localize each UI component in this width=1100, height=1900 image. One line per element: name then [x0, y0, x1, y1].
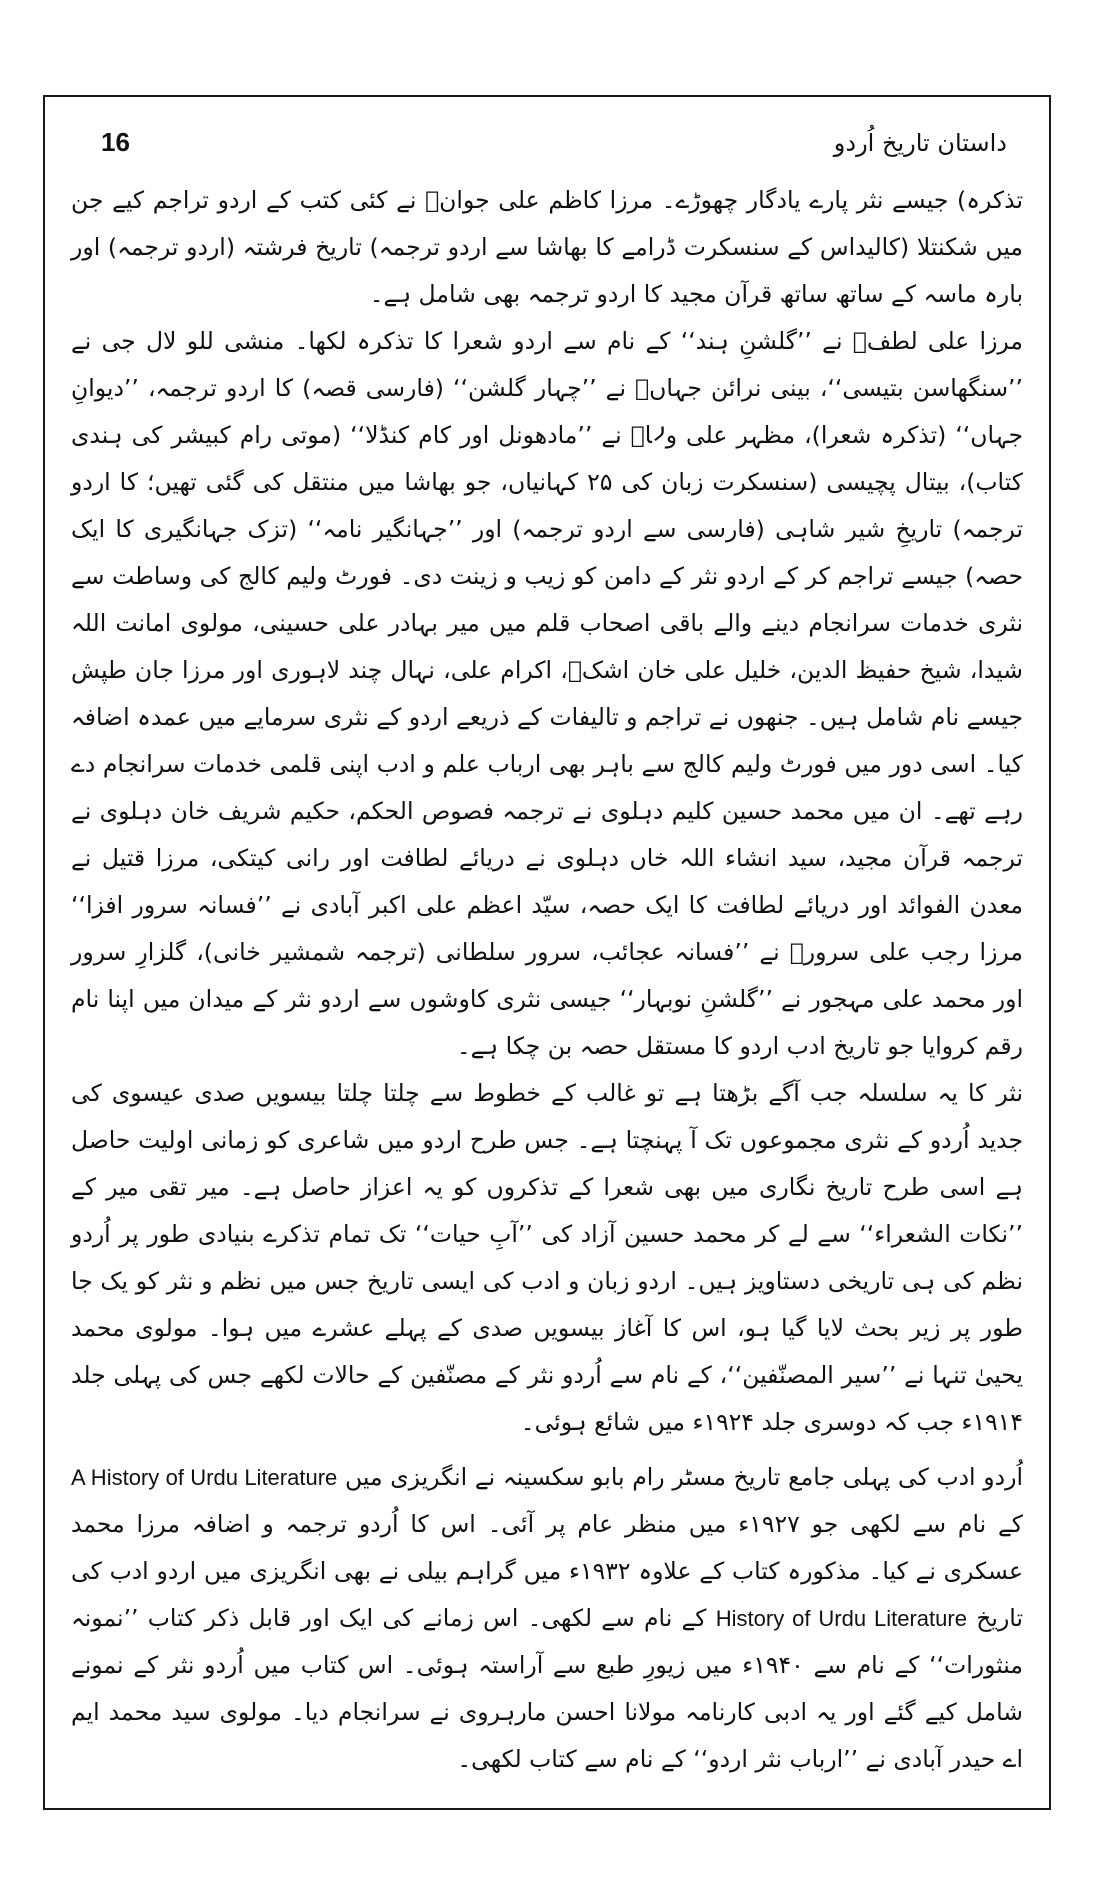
running-title: داستان تاریخ اُردو — [833, 129, 1007, 157]
paragraph-3: نثر کا یہ سلسلہ جب آگے بڑھتا ہے تو غالب کے خطوط سے چلتا چلتا بیسویں صدی عیسوی کی جدید اُردو کے نثری مجموعوں تک آ پہنچتا ہے۔ جس طرح اردو میں شاعری کو زمانی اولیت حاصل ہے اسی طرح تاریخ نگاری میں بھی شعرا کے تذکروں کو یہ اعزاز حاصل ہے۔ میر تقی میر کے ’’نکات الشعراء‘‘ سے لے کر محمد حسین آزاد کی ’’آبِ حیات‘‘ تک تمام تذکرے بنیادی طور پر اُردو نظم کی ہی تاریخی دستاویز ہیں۔ اردو زبان و ادب کی ایسی تاریخ جس میں نظم و نثر کو یک جا طور پر زیر بحث لایا گیا ہو، اس کا آغاز بیسویں صدی کے پہلے عشرے میں ہوا۔ مولوی محمد یحییٰ تنہا نے ’’سیر المصنّفین‘‘، کے نام سے اُردو نثر کے مصنّفین کے حالات لکھے جس کی پہلی جلد ۱۹۱۴ء جب کہ دوسری جلد ۱۹۲۴ء میں شائع ہوئی۔ — [71, 1079, 1023, 1436]
page-frame — [43, 95, 1051, 1810]
page-number: 16 — [101, 127, 130, 157]
page-header — [71, 127, 1023, 167]
paragraph-4-part-3: کے نام سے لکھی۔ اس زمانے کی ایک اور قابل ذکر کتاب ’’نمونہ منثورات‘‘ کے نام سے ۱۹۴۰ء میں زیورِ طبع سے آراستہ ہوئی۔ اس کتاب میں اُردو نثر کے نمونے شامل کیے گئے اور یہ ادبی کارنامہ مولانا احسن مارہروی نے سرانجام دیا۔ مولوی سید محمد ایم اے حیدر آبادی نے ’’ارباب نثر اردو‘‘ کے نام سے کتاب لکھی۔ — [71, 1604, 1023, 1773]
paragraph-1: تذکرہ) جیسے نثر پارے یادگار چھوڑے۔ مرزا کاظم علی جوانؔ نے کئی کتب کے اردو تراجم کیے جن میں شکنتلا (کالیداس کے سنسکرت ڈرامے کا بھاشا سے اردو ترجمہ) تاریخ فرشتہ (اردو ترجمہ) اور بارہ ماسہ کے ساتھ ساتھ قرآن مجید کا اردو ترجمہ بھی شامل ہے۔ — [71, 186, 1023, 308]
paragraph-2: مرزا علی لطفؔ نے ’’گلشنِ ہند‘‘ کے نام سے اردو شعرا کا تذکرہ لکھا۔ منشی للو لال جی نے ’’سنگھاسن بتیسی‘‘، بینی نرائن جہاںؔ نے ’’چہار گلشن‘‘ (فارسی قصہ) کا اردو ترجمہ، ’’دیوانِ جہاں‘‘ (تذکرہ شعرا)، مظہر علی ولاؔ نے ’’مادھونل اور کام کنڈلا‘‘ (موتی رام کبیشر کی ہندی کتاب)، بیتال پچیسی (سنسکرت زبان کی ۲۵ کہانیاں، جو بھاشا میں منتقل کی گئی تھیں؛ کا اردو ترجمہ) تاریخِ شیر شاہی (فارسی سے اردو ترجمہ) اور ’’جہانگیر نامہ‘‘ (تزک جہانگیری کا ایک حصہ) جیسے تراجم کر کے اردو نثر کے دامن کو زیب و زینت دی۔ فورٹ ولیم کالج کی وساطت سے نثری خدمات سرانجام دینے والے باقی اصحاب قلم میں میر بہادر علی حسینی، مولوی امانت اللہ شیدا، شیخ حفیظ الدین، خلیل علی خان اشکؔ، اکرام علی، نہال چند لاہوری اور مرزا جان طپش جیسے نام شامل ہیں۔ جنھوں نے تراجم و تالیفات کے ذریعے اردو کے نثری سرمایے میں عمدہ اضافہ کیا۔ اسی دور میں فورٹ ولیم کالج سے باہر بھی ارباب علم و ادب اپنی قلمی خدمات سرانجام دے رہے تھے۔ ان میں محمد حسین کلیم دہلوی نے ترجمہ فصوص الحکم، حکیم شریف خان دہلوی نے ترجمہ قرآن مجید، سید انشاء اللہ خاں دہلوی نے دریائے لطافت اور رانی کیتکی، مرزا قتیل نے معدن الفوائد اور دریائے لطافت کا ایک حصہ، سیّد اعظم علی اکبر آبادی نے ’’فسانہ سرور افزا‘‘ مرزا رجب علی سرورؔ نے ’’فسانہ عجائب، سرور سلطانی (ترجمہ شمشیر خانی)، گلزارِ سرور اور محمد علی مہجور نے ’’گلشنِ نوبہار‘‘ جیسی نثری کاوشوں سے اردو نثر کے میدان میں اپنا نام رقم کروایا جو تاریخ ادب اردو کا مستقل حصہ بن چکا ہے۔ — [71, 327, 1023, 1060]
english-title-saxena: A History of Urdu Literature — [71, 1465, 338, 1490]
paragraph-4-part-1: اُردو ادب کی پہلی جامع تاریخ مسٹر رام بابو سکسینہ نے انگریزی میں — [337, 1463, 1023, 1491]
body-text — [71, 177, 1023, 1792]
paragraph-4 — [71, 1454, 1023, 1783]
english-title-bailey: History of Urdu Literature — [715, 1606, 967, 1631]
paragraph-4-part-2: کے نام سے لکھی جو ۱۹۲۷ء میں منظر عام پر آئی۔ اس کا اُردو ترجمہ و اضافہ مرزا محمد عسکری نے کیا۔ مذکورہ کتاب کے علاوہ ۱۹۳۲ء میں گراہم بیلی نے بھی انگریزی میں اردو ادب کی تاریخ — [71, 1510, 1023, 1632]
